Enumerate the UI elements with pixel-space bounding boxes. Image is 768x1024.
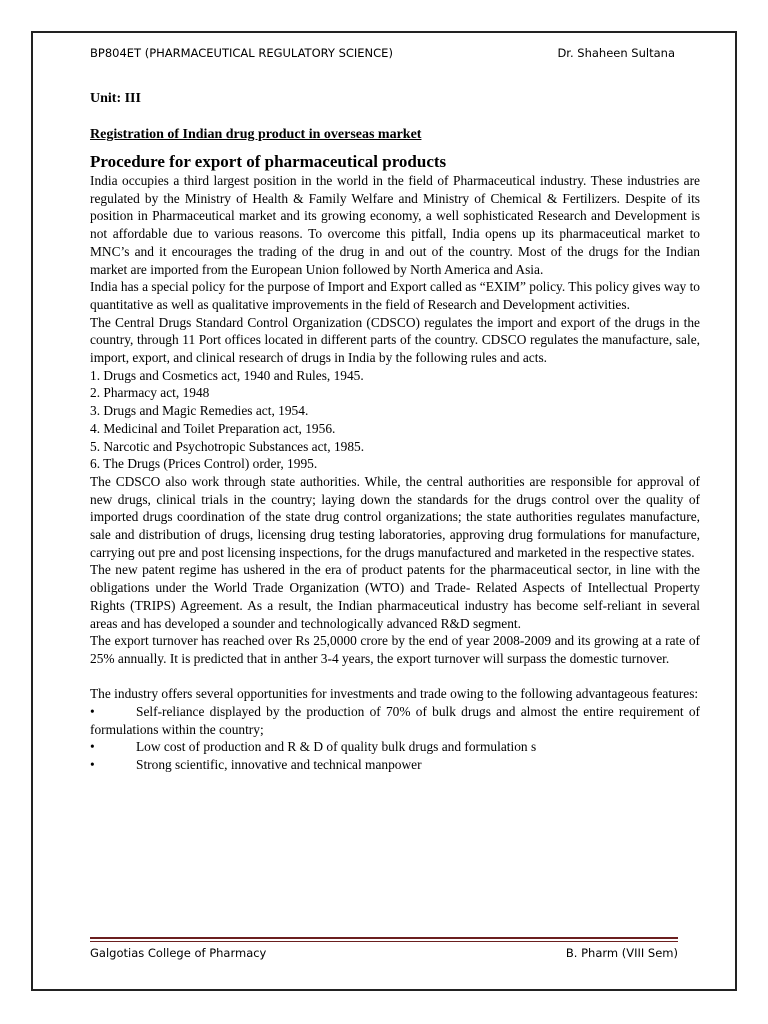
- unit-label: Unit: III: [90, 91, 141, 106]
- bullet-item: [90, 703, 700, 738]
- paragraph: India has a special policy for the purpose of Import and Export called as “EXIM” policy. This policy gives way to quantitative as well as qualitative improvements in the field of Research and Development activities.: [90, 279, 700, 312]
- spacer: [90, 668, 700, 686]
- page-footer: [90, 946, 678, 964]
- bullet-text: Strong scientific, innovative and technical manpower: [136, 757, 422, 773]
- paragraph: The export turnover has reached over Rs 25,0000 crore by the end of year 2008-2009 and its growing at a rate of 25% annually. It is predicted that in anther 3-4 years, the export turnover will surpass the domestic turnover.: [90, 633, 700, 666]
- author-name: Dr. Shaheen Sultana: [557, 46, 675, 60]
- bullet-icon: •: [90, 757, 95, 773]
- act-list-item: 1. Drugs and Cosmetics act, 1940 and Rules, 1945.: [90, 367, 364, 383]
- act-list-item: 4. Medicinal and Toilet Preparation act, 1956.: [90, 420, 336, 436]
- bullet-text: Self-reliance displayed by the production of 70% of bulk drugs and almost the entire requirement of formulations within the country;: [90, 704, 700, 737]
- section-heading: Procedure for export of pharmaceutical products: [90, 152, 447, 171]
- paragraph: The CDSCO also work through state authorities. While, the central authorities are responsible for approval of new drugs, clinical trials in the country; laying down the standards for the drugs control over the quality of imported drugs coordination of the state drug control organizations; the state authorities regulates manufacture, sale and distribution of drugs, licensing drug testing laboratories, approving drug formulations for manufacture, carrying out pre and post licensing inspections, for the drugs manufactured and marketed in the respective states.: [90, 473, 700, 560]
- section-subtitle: Registration of Indian drug product in overseas market: [90, 127, 422, 142]
- paragraph: The industry offers several opportunities for investments and trade owing to the following advantageous features:: [90, 686, 699, 702]
- paragraph: India occupies a third largest position in the world in the field of Pharmaceutical industry. These industries are regulated by the Ministry of Health & Family Welfare and Ministry of Chemical & Fertilizers. Despite of its position in Pharmaceutical market and its growing economy, a well sophisticated Research and Development is not affordable due to various reasons. To overcome this pitfall, India opens up its pharmaceutical market to MNC’s and it encourages the trading of the drug in and out of the country. Most of the drugs for the Indian market are imported from the European Union followed by North America and Asia.: [90, 173, 700, 277]
- paragraph: The new patent regime has ushered in the era of product patents for the pharmaceutical sector, in line with the obligations under the World Trade Organization (WTO) and Trade- Related Aspects of Intellectual Property Rights (TRIPS) Agreement. As a result, the Indian pharmaceutical industry has become self-reliant in several areas and has developed a sounder and technologically advanced R&D segment.: [90, 562, 700, 631]
- bullet-icon: •: [90, 739, 95, 755]
- bullet-item: [90, 738, 700, 756]
- footer-rule-thin: [90, 941, 678, 942]
- bullet-item: [90, 756, 700, 774]
- page-header: [90, 46, 675, 64]
- act-list-item: 6. The Drugs (Prices Control) order, 1995.: [90, 456, 318, 472]
- footer-rule: [90, 937, 678, 939]
- bullet-text: Low cost of production and R & D of quality bulk drugs and formulation s: [136, 739, 537, 755]
- bullet-icon: •: [90, 704, 95, 720]
- college-name: Galgotias College of Pharmacy: [90, 946, 267, 960]
- course-title: BP804ET (PHARMACEUTICAL REGULATORY SCIENCE): [90, 46, 393, 60]
- act-list-item: 2. Pharmacy act, 1948: [90, 385, 210, 401]
- act-list-item: 3. Drugs and Magic Remedies act, 1954.: [90, 403, 309, 419]
- paragraph: The Central Drugs Standard Control Organization (CDSCO) regulates the import and export of the drugs in the country, through 11 Port offices located in different parts of the country. CDSCO regulates the manufacture, sale, import, export, and clinical research of drugs in India by the following rules and acts.: [90, 314, 700, 366]
- document-body: [90, 90, 700, 774]
- program-name: B. Pharm (VIII Sem): [565, 946, 678, 960]
- act-list-item: 5. Narcotic and Psychotropic Substances act, 1985.: [90, 438, 365, 454]
